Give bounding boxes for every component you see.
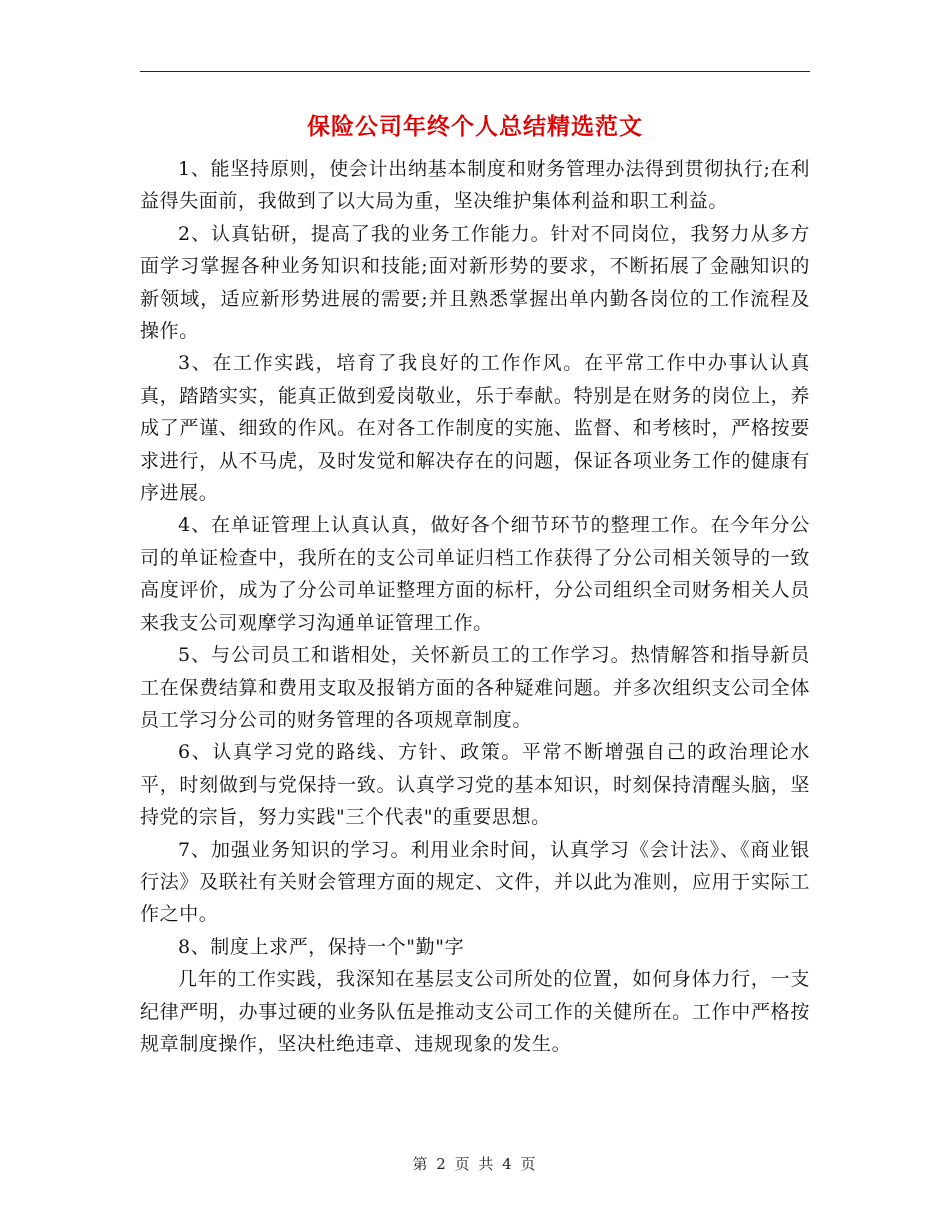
paragraph-1: 1、能坚持原则，使会计出纳基本制度和财务管理办法得到贯彻执行;在利益得失面前，我做到了以大局为重，坚决维护集体利益和职工利益。	[140, 158, 810, 213]
paragraph-4: 4、在单证管理上认真认真，做好各个细节环节的整理工作。在今年分公司的单证检查中，我所在的支公司单证归档工作获得了分公司相关领导的一致高度评价，成为了分公司单证整理方面的标杆，分公司组织全司财务相关人员来我支公司观摩学习沟通单证管理工作。	[140, 514, 810, 634]
total-page-count: 4	[502, 1155, 514, 1173]
page-footer	[0, 1153, 950, 1174]
document-title: 保险公司年终个人总结精选范文	[307, 113, 643, 140]
footer-middle: 页 共	[454, 1155, 496, 1173]
header-rule	[140, 71, 810, 72]
footer-prefix: 第	[412, 1155, 430, 1173]
paragraph-5: 5、与公司员工和谐相处，关怀新员工的工作学习。热情解答和指导新员工在保费结算和费用支取及报销方面的各种疑难问题。并多次组织支公司全体员工学习分公司的财务管理的各项规章制度。	[140, 644, 810, 731]
footer-suffix: 页	[520, 1155, 538, 1173]
paragraph-6: 6、认真学习党的路线、方针、政策。平常不断增强自己的政治理论水平，时刻做到与党保持一致。认真学习党的基本知识，时刻保持清醒头脑，坚持党的宗旨，努力实践"三个代表"的重要思想。	[140, 741, 810, 829]
paragraph-7: 7、加强业务知识的学习。利用业余时间，认真学习《会计法》、《商业银行法》及联社有关财会管理方面的规定、文件，并以此为准则，应用于实际工作之中。	[140, 838, 810, 926]
document-body	[140, 153, 810, 1060]
paragraph-9: 几年的工作实践，我深知在基层支公司所处的位置，如何身体力行，一支纪律严明，办事过硬的业务队伍是推动支公司工作的关健所在。工作中严格按规章制度操作，坚决杜绝违章、违规现象的发生。	[140, 968, 810, 1055]
paragraph-8: 8、制度上求严，保持一个"勤"字	[178, 935, 465, 958]
paragraph-3: 3、在工作实践，培育了我良好的工作作风。在平常工作中办事认认真真，踏踏实实，能真正做到爱岗敬业，乐于奉献。特别是在财务的岗位上，养成了严谨、细致的作风。在对各工作制度的实施、监督、和考核时，严格按要求进行，从不马虎，及时发觉和解决存在的问题，保证各项业务工作的健康有序进展。	[140, 352, 810, 505]
paragraph-2: 2、认真钻研，提高了我的业务工作能力。针对不同岗位，我努力从多方面学习掌握各种业务知识和技能;面对新形势的要求，不断拓展了金融知识的新领域，适应新形势进展的需要;并且熟悉掌握出单内勤各岗位的工作流程及操作。	[140, 222, 810, 343]
current-page-number: 2	[436, 1155, 448, 1173]
